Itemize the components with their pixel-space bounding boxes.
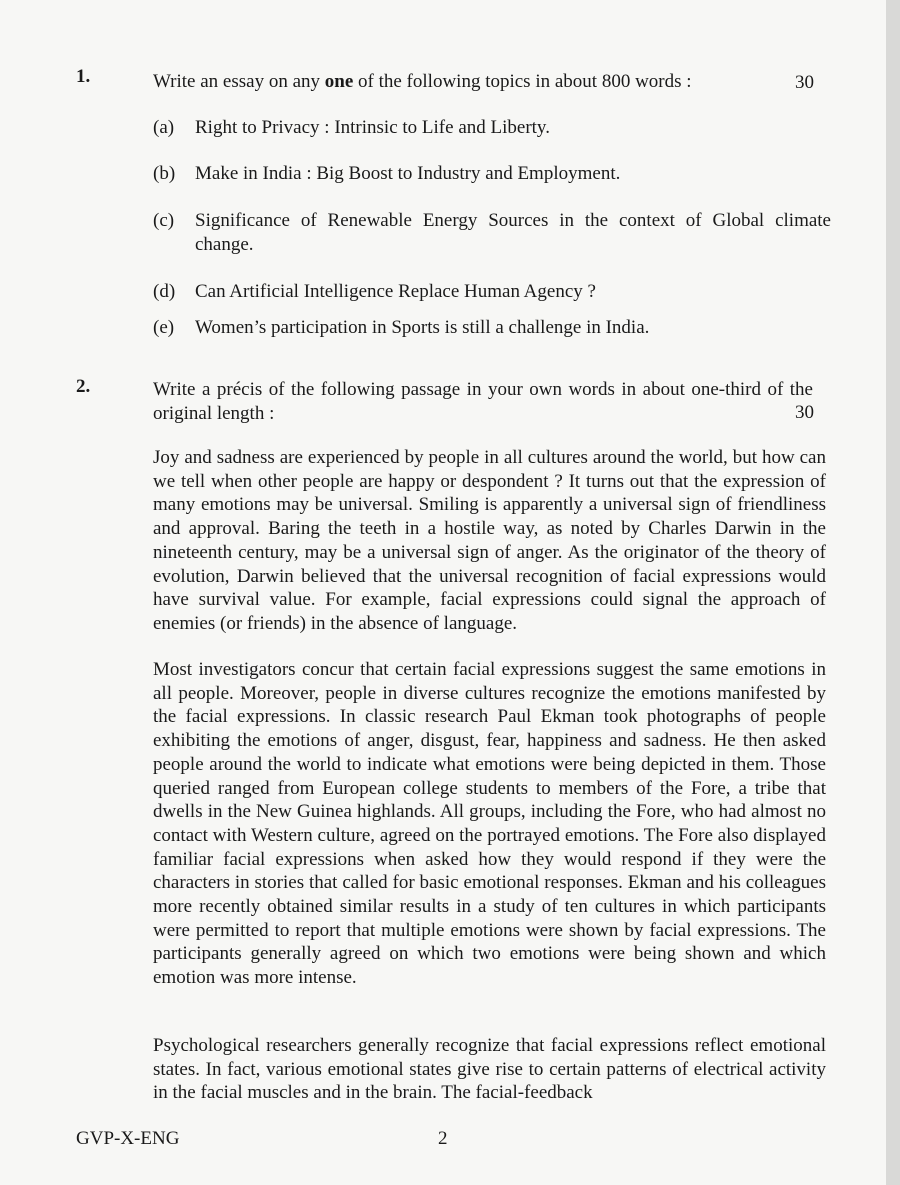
topic-text: Can Artificial Intelligence Replace Human Agency ? (195, 281, 596, 302)
passage-paragraph-2: Most investigators concur that certain facial expressions suggest the same emotions in all people. Moreover, people in diverse cultures recognize the emotions manifested by the facial expressions. In classic research Paul Ekman took photographs of people exhibiting the emotions of anger, disgust, fear, happiness and sadness. He then asked people around the world to indicate what emotions were being depicted in them. Those queried ranged from European college students to members of the Fore, a tribe that dwells in the New Guinea highlands. All groups, including the Fore, who had almost no contact with Western culture, agreed on the portrayed emotions. The Fore also displayed familiar facial expressions when asked how they would respond if they were the characters in stories that called for basic emotional responses. Ekman and his colleagues more recently obtained similar results in a study of ten cultures in which participants were permitted to report that multiple emotions were shown by facial expressions. The participants generally agreed on which two emotions were being shown and which emotion was more intense. (153, 659, 826, 989)
instruction-text-start: Write an essay on any (153, 71, 325, 92)
question-1-instruction (153, 70, 763, 94)
question-2-number: 2. (76, 376, 91, 397)
topic-label: (a) (153, 117, 175, 138)
topic-a (153, 116, 831, 140)
passage-paragraph-1: Joy and sadness are experienced by people in all cultures around the world, but how can we tell when other people are happy or despondent ? It turns out that the expression of many emotions may be universal. Smiling is apparently a universal sign of friendliness and approval. Baring the teeth in a hostile way, as noted by Charles Darwin in the nineteenth century, may be a universal sign of anger. As the originator of the theory of evolution, Darwin believed that the universal recognition of facial expressions would have survival value. For example, facial expressions could signal the approach of enemies (or friends) in the absence of language. (153, 447, 826, 634)
question-1-marks: 30 (795, 72, 814, 93)
topic-label: (c) (153, 210, 175, 231)
passage-paragraph-3: Psychological researchers generally recognize that facial expressions reflect emotional states. In fact, various emotional states give rise to certain patterns of electrical activity in the facial muscles and in the brain. The facial-feedback (153, 1035, 826, 1104)
topic-label: (d) (153, 281, 176, 302)
topic-text: Make in India : Big Boost to Industry and Employment. (195, 163, 621, 184)
topic-label: (b) (153, 163, 176, 184)
topic-b (153, 162, 831, 186)
topic-text: Significance of Renewable Energy Sources in the context of Global climate change. (195, 210, 831, 255)
topic-d (153, 280, 831, 304)
instruction-text-end: of the following topics in about 800 words : (353, 71, 692, 92)
question-1-number: 1. (76, 66, 91, 87)
topic-e (153, 316, 831, 340)
question-2-instruction: Write a précis of the following passage in your own words in about one-third of the original length : (153, 379, 813, 424)
topic-text: Women’s participation in Sports is still a challenge in India. (195, 317, 650, 338)
paper-code: GVP-X-ENG (76, 1128, 180, 1149)
instruction-emphasis: one (324, 71, 354, 92)
topic-text: Right to Privacy : Intrinsic to Life and Liberty. (195, 117, 550, 138)
topic-c (153, 209, 831, 257)
page-number: 2 (438, 1128, 448, 1149)
question-2-marks: 30 (795, 402, 814, 423)
topic-label: (e) (153, 317, 175, 338)
